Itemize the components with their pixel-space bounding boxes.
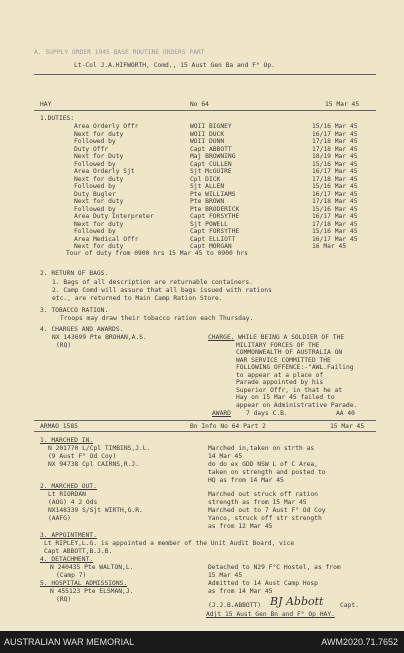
duty-role: Area Orderly Sjt (74, 168, 135, 175)
footer-bar (0, 631, 404, 653)
charge-unit: (RQ) (56, 342, 72, 349)
duty-role: Followed by (74, 183, 116, 190)
header-date: 15 Mar 45 (325, 101, 360, 108)
duty-role: Next for duty (74, 243, 124, 250)
hospital-text-1: Admitted to 14 Aust Camp Hosp (208, 580, 318, 587)
detachment-unit: (Camp 7) (56, 572, 87, 579)
marched-out-line-right: Marched out struck off ration (208, 491, 318, 498)
hospital-unit: (RQ) (56, 596, 72, 603)
part2-rule-2 (34, 431, 376, 432)
duty-role: Next for duty (74, 198, 124, 205)
duty-date: 16 Mar 45 (312, 243, 347, 250)
duty-date: 17/18 Mar 45 (312, 138, 358, 145)
duty-date: 17/18 Mar 45 (312, 198, 358, 205)
duty-name: Sjt POWELL (190, 220, 228, 228)
header-rule-2 (34, 110, 376, 111)
signature: BJ Abbott (270, 595, 324, 608)
duty-name: Pte WILLIAMS (190, 190, 236, 198)
signoff-name: (J.J.B.ABBOTT) (208, 602, 262, 609)
award-ref: AA 40 (336, 410, 355, 417)
detachment-soldier: N 240435 Pte WALTON,L. (50, 564, 134, 571)
duty-name: WOII DUCK (190, 130, 225, 138)
part2-left: ARMAO 1585 (40, 423, 78, 430)
duty-name: Pte BROWN (190, 198, 225, 205)
bags-line-2: 2. Camp Comd will assure that all bags issued with rations (52, 287, 272, 294)
duty-role: Followed by (74, 228, 116, 235)
charge-line: WHILE BEING A SOLDIER OF THE (238, 334, 345, 341)
duty-name: Sjt ALLEN (190, 183, 225, 190)
duty-name: Cpl DICK (190, 175, 221, 183)
marched-in-line-left: N 201770 L/Cpl TIMBINS,J.L. (48, 445, 151, 452)
duty-date: 15/16 Mar 45 (312, 183, 358, 190)
appointment-heading: 3. APPOINTMENT. (40, 532, 97, 539)
duty-name: Capt MORGAN (190, 243, 232, 250)
header-location: HAY (40, 101, 52, 108)
marched-in-line-right: taken on strength and posted to (208, 469, 326, 476)
duty-name: Maj BROWNING (190, 153, 236, 160)
charge-soldier: NX 143699 Pte BROHAN,A.S. (52, 334, 147, 341)
duty-date: 15/16 Mar 45 (312, 160, 358, 168)
duty-role: Next for Duty (74, 153, 124, 160)
duty-role: Followed by (74, 138, 116, 145)
part2-date: 15 Mar 45 (330, 423, 365, 430)
duty-role: Duty Offr (74, 145, 109, 153)
duty-date: 16/17 Mar 45 (312, 168, 358, 175)
marched-out-heading: 2. MARCHED OUT. (40, 483, 97, 490)
footer-accession: AWM2020.71.7652 (321, 637, 398, 647)
charge-line: WAR SERVICE COMMITTED THE (236, 356, 331, 364)
part2-center: Bn Info No 64 Part 2 (190, 423, 266, 430)
marched-in-line-right: do do ex GDD NSW L of C Area, (208, 461, 318, 468)
bags-heading: 2. RETURN OF BAGS. (40, 270, 109, 277)
marched-in-heading: 1. MARCHED IN. (40, 437, 94, 444)
duty-name: WOII BIGNEY (190, 123, 232, 130)
charge-line: FOLLOWING OFFENCE:-"AWL.Failing (236, 364, 354, 371)
marched-in-line-right: Marched in,taken on strth as (208, 445, 315, 452)
charge-label: CHARGE. (208, 334, 235, 341)
duty-name: Capt CULLEN (190, 160, 232, 168)
detachment-text-2: 15 Mar 45 (208, 572, 243, 579)
duty-date: 18/19 Mar 45 (312, 153, 358, 160)
detachment-heading: 4. DETACHMENT. (40, 556, 94, 563)
duty-role: Next for duty (74, 175, 124, 183)
duty-date: 16/17 Mar 45 (312, 213, 358, 220)
header-title: A. SUPPLY ORDER 1945 BASE ROUTINE ORDERS PART (34, 49, 205, 56)
duty-date: 17/18 Mar 45 (312, 175, 358, 183)
duty-date: 15/16 Mar 45 (312, 205, 358, 213)
signoff-rank: Capt. (340, 602, 359, 609)
detachment-text-1: Detached to N29 F°C Hostel, as from (208, 564, 341, 571)
marched-in-line-right: HQ as from 14 Mar 45 (208, 477, 284, 484)
duty-role: Area Medical Offr (74, 235, 139, 243)
duty-role: Next for duty (74, 130, 124, 138)
duty-tour: Tour of duty from 0900 hrs 15 Mar 45 to 0900 hrs (66, 250, 248, 257)
charge-line: COMMONWEALTH OF AUSTRALIA ON (236, 349, 343, 356)
header-number: No 64 (190, 101, 209, 108)
marched-out-line-left: (AOG) 4 2 Ods (48, 499, 98, 506)
duty-name: Sjt McGUIRE (190, 168, 232, 175)
tobacco-heading: 3. TOBACCO RATION. (40, 307, 109, 314)
duty-date: 15/16 Mar 45 (312, 228, 358, 235)
marched-out-line-right: as from 12 Mar 45 (208, 523, 273, 530)
duty-role: Next for duty (74, 220, 124, 228)
award-label: AWARD (212, 410, 231, 417)
charge-line: Parade appointed by his (236, 379, 324, 386)
duty-name: Capt FORSYTHE (190, 228, 240, 235)
award-text: 7 days C.B. (246, 410, 288, 417)
duty-name: Pte BRODERICK (190, 205, 240, 213)
duty-name: WOII DUNN (190, 138, 225, 145)
duty-role: Followed by (74, 205, 116, 213)
duty-role: Area Orderly Offr (74, 123, 139, 130)
bags-line-1: 1. Bags of all description are returnable containers. (52, 279, 253, 286)
hospital-soldier: N 455123 Pte ELSMAN,J. (50, 588, 134, 595)
charge-line: MILITARY FORCES OF THE (236, 341, 320, 349)
tobacco-line: Troops may draw their tobacco ration each Thursday. (60, 315, 254, 322)
duty-date: 15/16 Mar 45 (312, 123, 358, 130)
bags-line-3: etc., are returned to Main Camp Ration Store. (52, 295, 223, 302)
duties-heading: 1.DUTIES: (40, 115, 75, 122)
marched-out-line-left: NX148339 S/Sjt WIRTH,G.R. (48, 507, 143, 514)
marched-in-line-left: (9 Aust F° Od Coy) (48, 453, 117, 460)
duty-date: 16/17 Mar 45 (312, 235, 358, 243)
hospital-text-2: as from 14 Mar 45 (208, 588, 273, 595)
signoff-title: Adjt 15 Aust Gen Bn and F° Op HAY. (206, 611, 335, 618)
charge-line: Hay on 15 Mar 45 failed to (236, 394, 335, 401)
duty-role: Followed by (74, 160, 116, 168)
marched-out-line-left: Lt RIORDAN (48, 491, 86, 498)
marched-out-line-left: (AAFG) (48, 515, 71, 522)
charges-heading: 4. CHARGES AND AWARDS. (40, 326, 124, 333)
marched-in-line-left: NX 94738 Cpl CAIRNS,R.J. (48, 461, 139, 468)
charge-line: appear on Administrative Parade. (236, 401, 358, 409)
marched-out-line-right: Yanco, struck off str strength (208, 515, 322, 522)
marched-out-line-right: strength as from 15 Mar 45 (208, 499, 307, 506)
duty-date: 16/17 Mar 45 (312, 130, 358, 138)
header-rule (34, 74, 376, 75)
hospital-heading: 5. HOSPITAL ADMISSIONS. (40, 580, 128, 587)
duty-date: 17/18 Mar 45 (312, 220, 358, 228)
marched-out-line-right: Marched out to 7 Aust F° Od Coy (208, 507, 326, 514)
header-commander: Lt-Col J.A.HIFWORTH, Comd., 15 Aust Gen Ba and F° Op. (74, 62, 275, 69)
charge-line: to appear at a place of (236, 371, 324, 379)
duty-date: 16/17 Mar 45 (312, 190, 358, 198)
appointment-line-1: Lt RIPLEY,L.G. is appointed a member of the Unit Audit Board, vice (44, 540, 295, 547)
charge-line: Superior Offr, in that he at (236, 386, 343, 394)
appointment-line-2: Capt ABBOTT,B.J.B. (44, 548, 113, 555)
duty-role: Duty Bugler (74, 190, 116, 198)
duty-name: Capt ELLIOTT (190, 235, 236, 243)
duty-date: 17/18 Mar 45 (312, 145, 358, 153)
footer-source: AUSTRALIAN WAR MEMORIAL (4, 637, 135, 647)
marched-in-line-right: 14 Mar 45 (208, 453, 243, 460)
duty-name: Capt FORSYTHE (190, 213, 240, 220)
part2-rule (34, 420, 376, 421)
duty-role: Area Duty Interpreter (74, 213, 154, 220)
duty-name: Capt ABBOTT (190, 145, 232, 153)
